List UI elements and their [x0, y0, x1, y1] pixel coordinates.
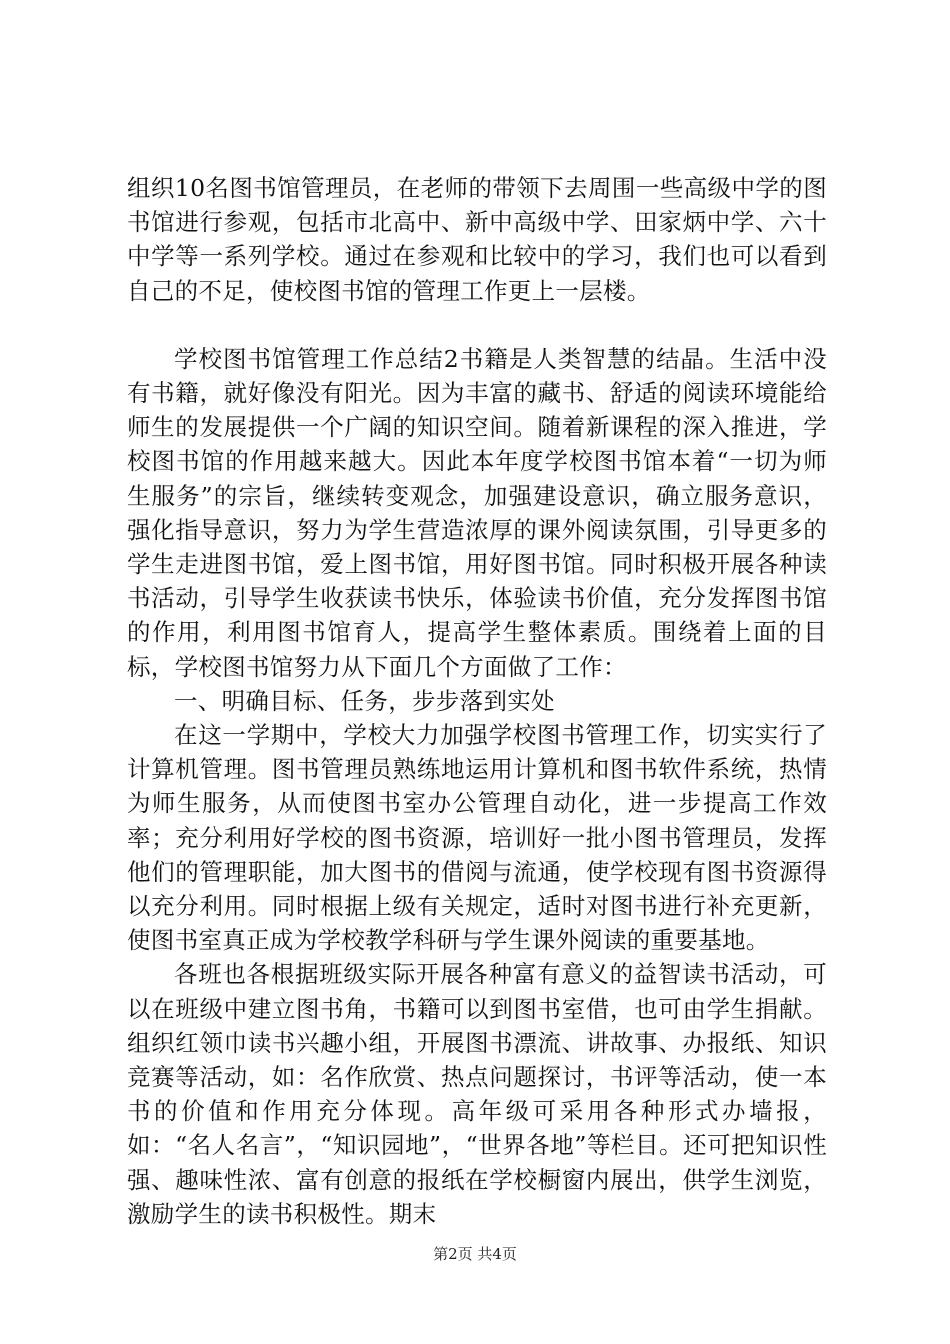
paragraph-continuation: 组织10名图书馆管理员，在老师的带领下去周围一些高级中学的图书馆进行参观，包括市北高中、新中高级中学、田家炳中学、六十中学等一系列学校。通过在参观和比较中的学习，我们也可以看到自己的不足，使校图书馆的管理工作更上一层楼。	[127, 174, 827, 305]
document-body	[127, 171, 827, 1231]
page-number-footer: 第2页 共4页	[433, 1245, 517, 1263]
paragraph-class-activities: 各班也各根据班级实际开展各种富有意义的益智读书活动，可以在班级中建立图书角，书籍可以到图书室借，也可由学生捐献。组织红领巾读书兴趣小组，开展图书漂流、讲故事、办报纸、知识竞赛等活动，如：名作欣赏、热点问题探讨，书评等活动，使一本书的价值和作用充分体现。高年级可采用各种形式办墙报，如：“名人名言”，“知识园地”，“世界各地”等栏目。还可把知识性强、趣味性浓、富有创意的报纸在学校橱窗内展出，供学生浏览，激励学生的读书积极性。期末	[127, 960, 827, 1228]
section-heading: 一、明确目标、任务，步步落到实处	[174, 686, 555, 715]
paragraph-gap	[127, 308, 827, 342]
paragraph-computer-management: 在这一学期中，学校大力加强学校图书管理工作，切实实行了计算机管理。图书管理员熟练地运用计算机和图书软件系统，热情为师生服务，从而使图书室办公管理自动化，进一步提高工作效率；充分利用好学校的图书资源，培训好一批小图书管理员，发挥他们的管理职能，加大图书的借阅与流通，使学校现有图书资源得以充分利用。同时根据上级有关规定，适时对图书进行补充更新，使图书室真正成为学校教学科研与学生课外阅读的重要基地。	[127, 721, 827, 955]
paragraph-summary-intro: 学校图书馆管理工作总结2书籍是人类智慧的结晶。生活中没有书籍，就好像没有阳光。因为丰富的藏书、舒适的阅读环境能给师生的发展提供一个广阔的知识空间。随着新课程的深入推进，学校图书馆的作用越来越大。因此本年度学校图书馆本着“一切为师生服务”的宗旨，继续转变观念，加强建设意识，确立服务意识，强化指导意识，努力为学生营造浓厚的课外阅读氛围，引导更多的学生走进图书馆，爱上图书馆，用好图书馆。同时积极开展各种读书活动，引导学生收获读书快乐，体验读书价值，充分发挥图书馆的作用，利用图书馆育人，提高学生整体素质。围绕着上面的目标，学校图书馆努力从下面几个方面做了工作：	[127, 344, 827, 681]
